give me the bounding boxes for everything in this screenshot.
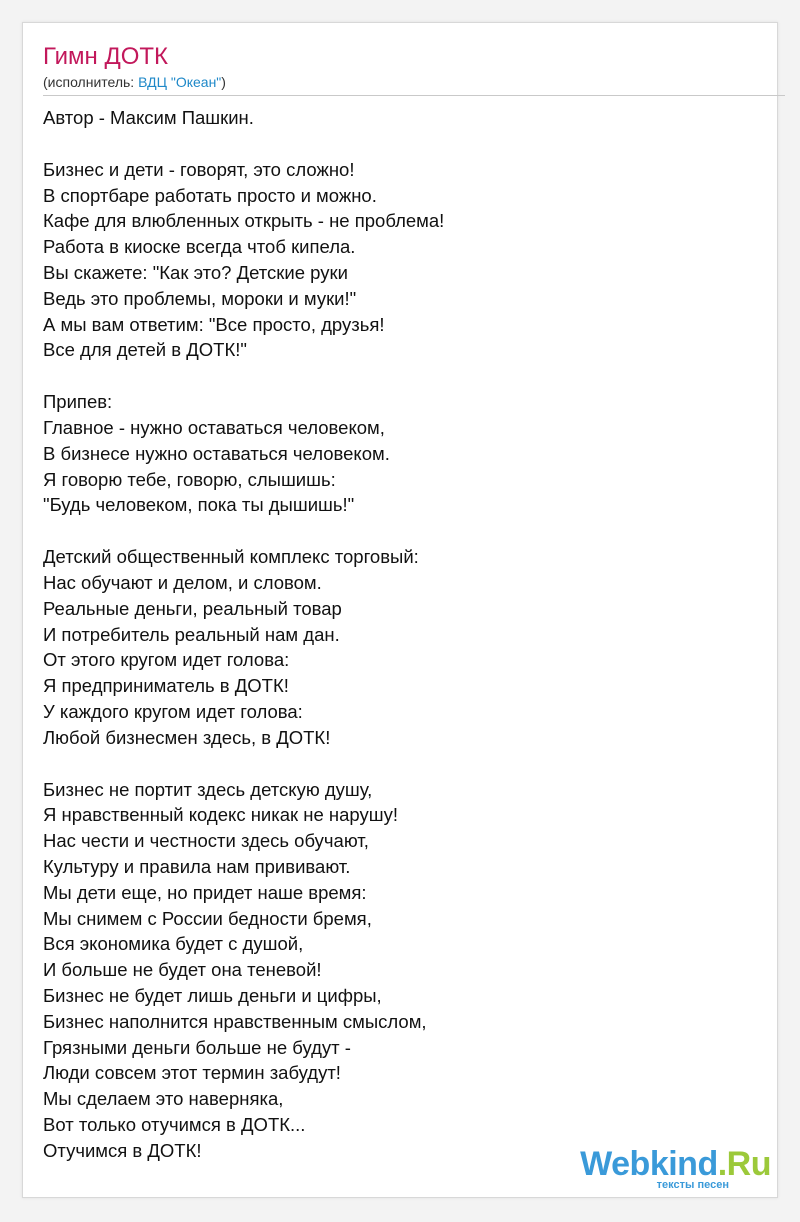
lyrics-line: Вся экономика будет с душой, (43, 933, 304, 955)
lyrics-stanza (43, 777, 743, 1164)
lyrics-line: "Будь человеком, пока ты дышишь!" (43, 494, 355, 516)
watermark-logo (580, 1146, 771, 1182)
lyrics-line: Мы снимем с России бедности бремя, (43, 907, 372, 929)
lyrics-line: Главное - нужно оставаться человеком, (43, 416, 385, 438)
lyrics-line: Ведь это проблемы, мороки и муки!" (43, 287, 357, 309)
lyrics-line: Бизнес и дети - говорят, это сложно! (43, 158, 355, 180)
lyrics-line: В спортбаре работать просто и можно. (43, 184, 377, 206)
lyrics-line: Вот только отучимся в ДОТК... (43, 1113, 306, 1135)
artist-link[interactable]: ВДЦ "Океан" (138, 74, 222, 90)
song-title: Гимн ДОТК (43, 43, 169, 70)
lyrics-line: Отучимся в ДОТК! (43, 1139, 202, 1161)
lyrics-body (43, 105, 743, 1189)
lyrics-line: А мы вам ответим: "Все просто, друзья! (43, 313, 385, 335)
webkind-watermark (571, 1146, 771, 1192)
lyrics-line: Грязными деньги больше не будут - (43, 1036, 351, 1058)
lyrics-stanza (43, 157, 743, 363)
lyrics-line: Люди совсем этот термин забудут! (43, 1062, 341, 1084)
watermark-tagline: тексты песен (656, 1179, 729, 1191)
lyrics-line: Мы сделаем это наверняка, (43, 1088, 284, 1110)
lyrics-line: Я предприниматель в ДОТК! (43, 675, 289, 697)
lyrics-card (22, 22, 778, 1198)
artist-suffix: ) (221, 74, 226, 90)
lyrics-line: Автор - Максим Пашкин. (43, 107, 254, 128)
lyrics-line: Я нравственный кодекс никак не нарушу! (43, 804, 398, 826)
lyrics-stanza (43, 544, 743, 750)
artist-line (43, 73, 226, 91)
lyrics-stanza (43, 389, 743, 518)
lyrics-line: Бизнес не портит здесь детскую душу, (43, 778, 373, 800)
lyrics-line: Припев: (43, 391, 113, 413)
lyrics-stanza (43, 105, 743, 131)
lyrics-line: Я говорю тебе, говорю, слышишь: (43, 468, 336, 490)
lyrics-line: И потребитель реальный нам дан. (43, 623, 340, 645)
lyrics-line: Реальные деньги, реальный товар (43, 597, 342, 619)
lyrics-line: Вы скажете: "Как это? Детские руки (43, 261, 348, 283)
lyrics-line: Все для детей в ДОТК!" (43, 339, 247, 361)
lyrics-line: Бизнес не будет лишь деньги и цифры, (43, 984, 382, 1006)
lyrics-line: Детский общественный комплекс торговый: (43, 546, 419, 568)
lyrics-line: Мы дети еще, но придет наше время: (43, 881, 367, 903)
watermark-tld: .Ru (717, 1145, 771, 1183)
watermark-brand: Webkind (580, 1145, 718, 1183)
artist-prefix: (исполнитель: (43, 74, 139, 90)
lyrics-line: Нас обучают и делом, и словом. (43, 571, 322, 593)
lyrics-line: Кафе для влюбленных открыть - не проблема! (43, 210, 445, 232)
lyrics-line: Любой бизнесмен здесь, в ДОТК! (43, 726, 331, 748)
lyrics-line: В бизнесе нужно оставаться человеком. (43, 442, 390, 464)
lyrics-line: Нас чести и честности здесь обучают, (43, 830, 369, 852)
lyrics-line: Бизнес наполнится нравственным смыслом, (43, 1010, 427, 1032)
lyrics-line: И больше не будет она теневой! (43, 959, 322, 981)
lyrics-line: У каждого кругом идет голова: (43, 700, 303, 722)
lyrics-line: Работа в киоске всегда чтоб кипела. (43, 236, 356, 258)
header-divider (43, 95, 785, 96)
lyrics-line: Культуру и правила нам прививают. (43, 855, 351, 877)
lyrics-line: От этого кругом идет голова: (43, 649, 290, 671)
